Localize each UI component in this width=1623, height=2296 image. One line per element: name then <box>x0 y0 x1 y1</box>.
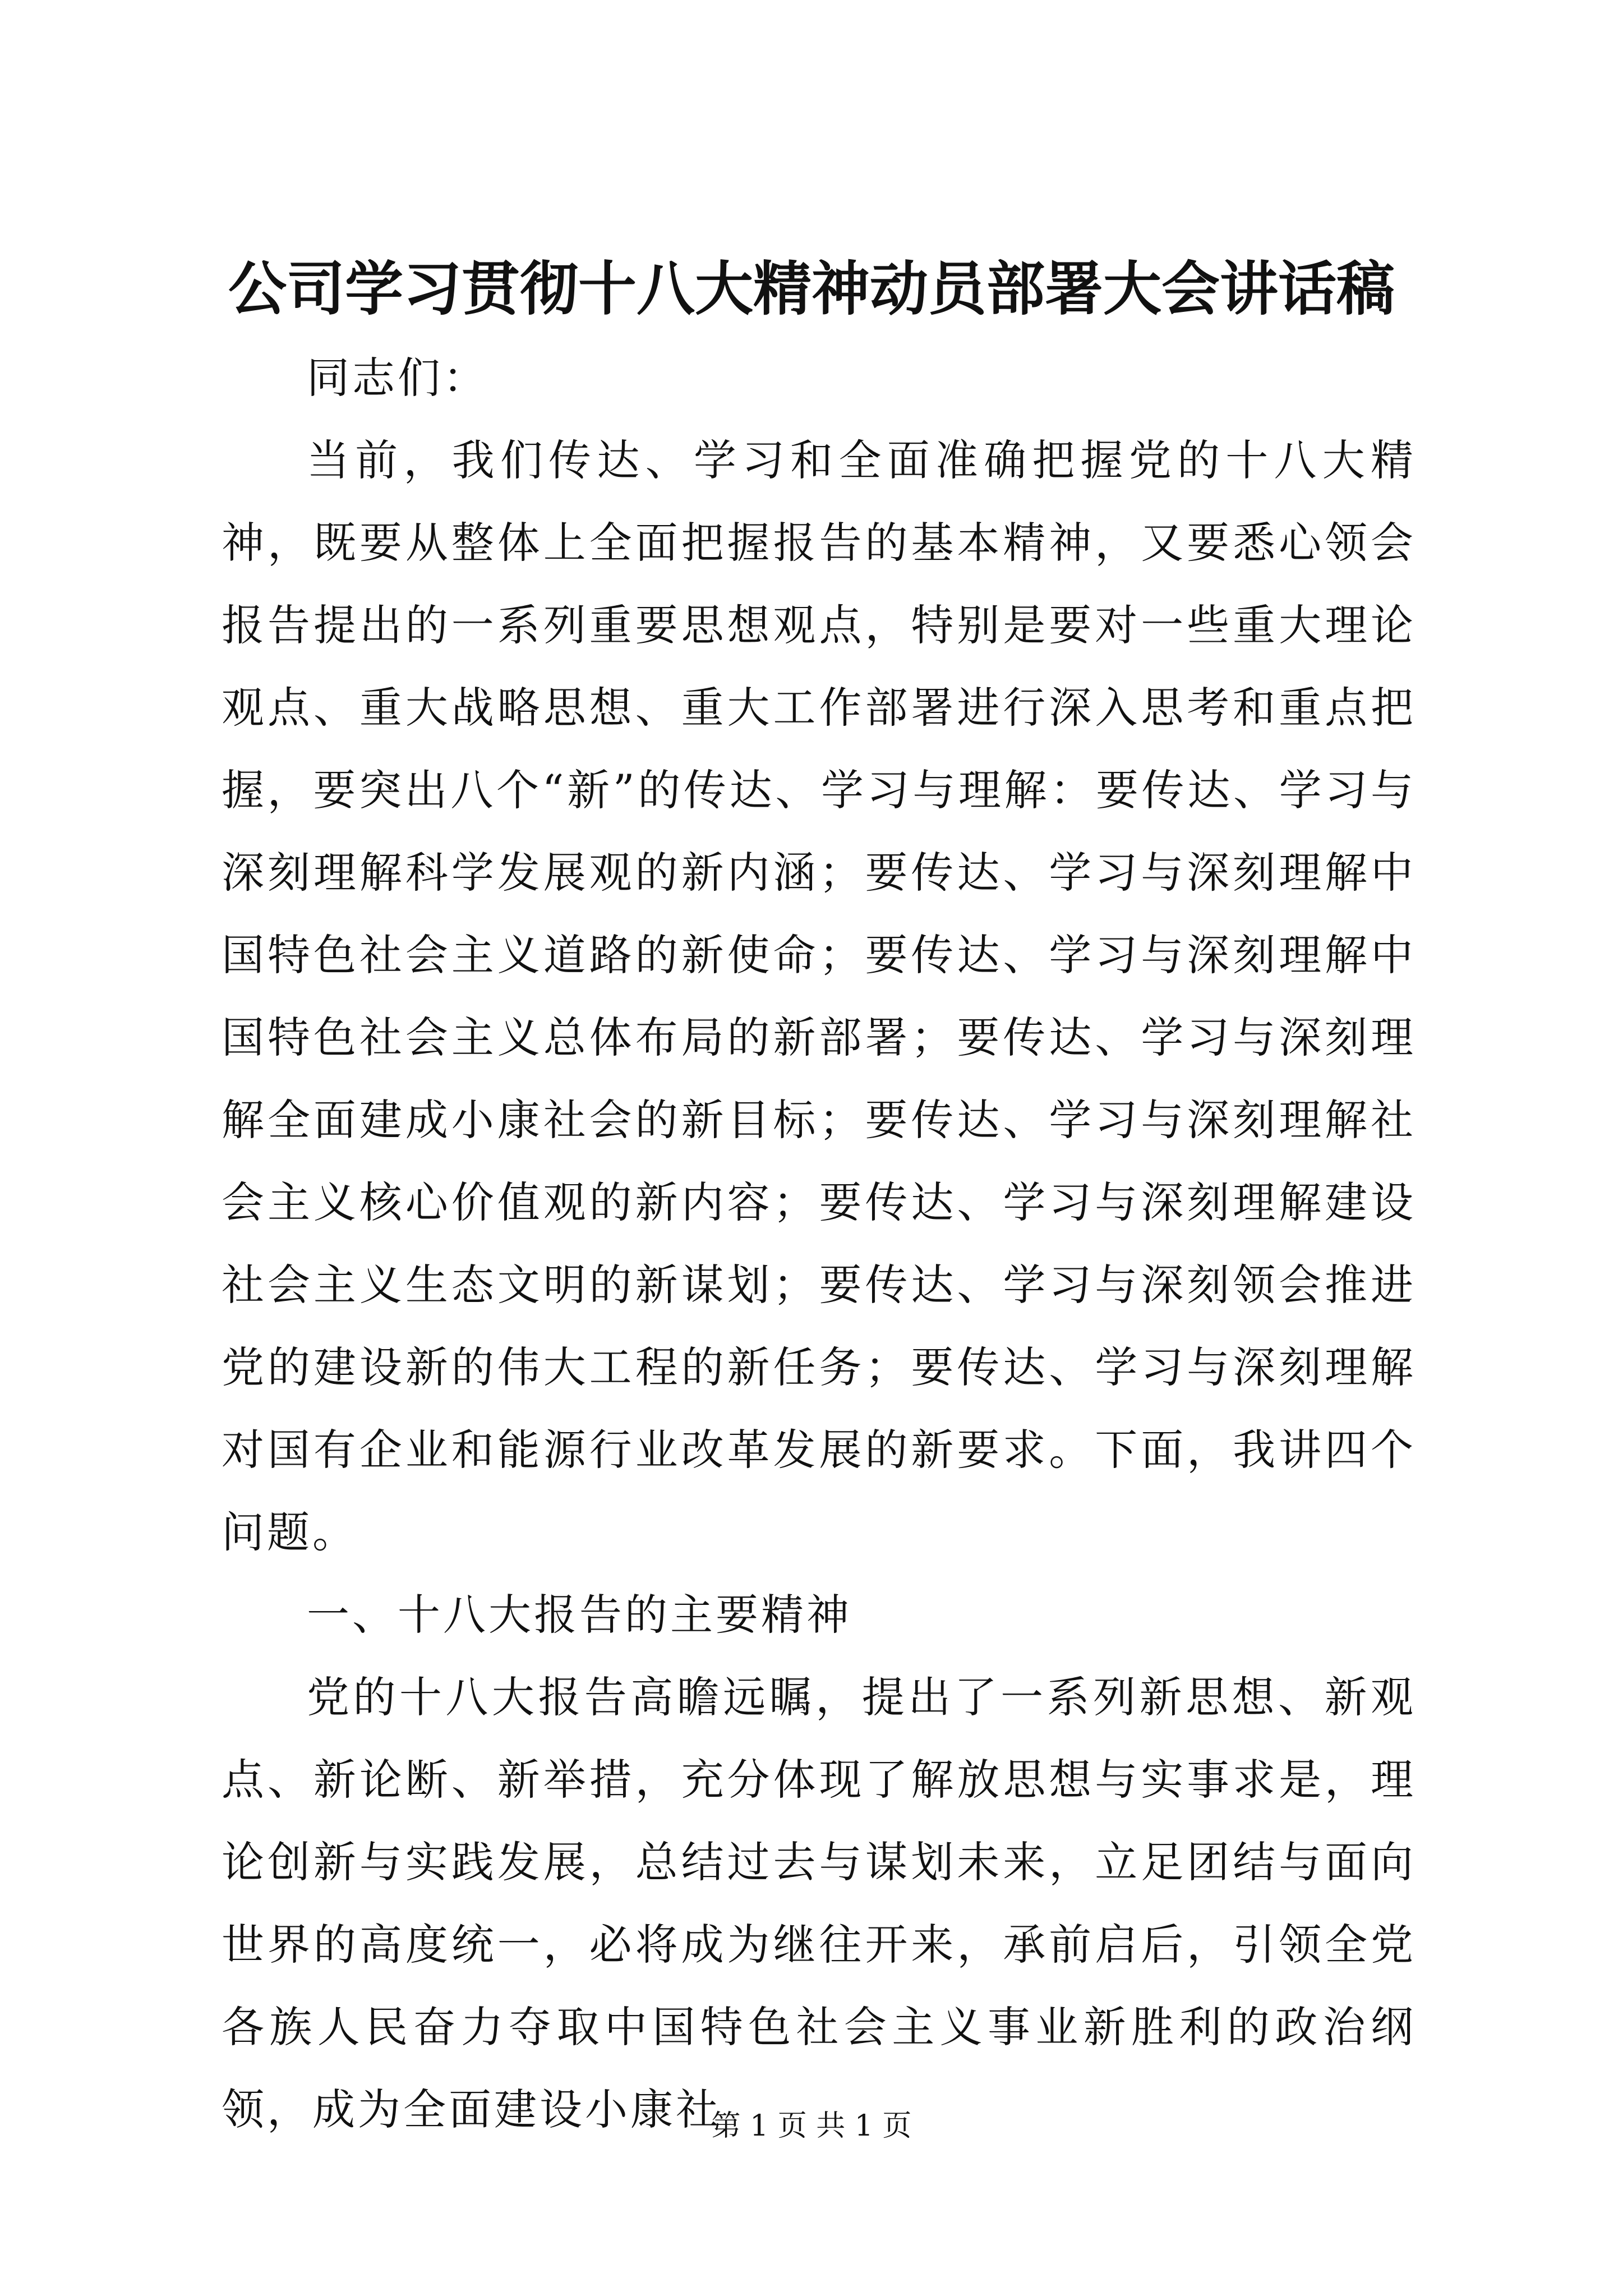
document-title: 公司学习贯彻十八大精神动员部署大会讲话稿 <box>228 254 1395 323</box>
body-paragraph: 当前，我们传达、学习和全面准确把握党的十八大精神，既要从整体上全面把握报告的基本精神，又要悉心领会报告提出的一系列重要思想观点，特别是要对一些重大理论观点、重大战略思想、重大工作部署进行深入思考和重点把握，要突出八个“新”的传达、学习与理解：要传达、学习与深刻理解科学发展观的新内涵；要传达、学习与深刻理解中国特色社会主义道路的新使命；要传达、学习与深刻理解中国特色社会主义总体布局的新部署；要传达、学习与深刻理解全面建成小康社会的新目标；要传达、学习与深刻理解社会主义核心价值观的新内容；要传达、学习与深刻理解建设社会主义生态文明的新谋划；要传达、学习与深刻领会推进党的建设新的伟大工程的新任务；要传达、学习与深刻理解对国有企业和能源行业改革发展的新要求。下面，我讲四个问题。 <box>222 435 1416 1557</box>
page-footer: 第 1 页 共 1 页 <box>711 2109 912 2143</box>
document-body <box>222 337 1416 2151</box>
section-heading: 一、十八大报告的主要精神 <box>307 1590 852 1640</box>
body-paragraph: 党的十八大报告高瞻远瞩，提出了一系列新思想、新观点、新论断、新举措，充分体现了解放思想与实事求是，理论创新与实践发展，总结过去与谋划未来，立足团结与面向世界的高度统一，必将成为继往开来，承前启后，引领全党各族人民奋力夺取中国特色社会主义事业新胜利的政治纲领，成为全面建设小康社 <box>222 1672 1416 2134</box>
salutation: 同志们： <box>307 353 488 403</box>
